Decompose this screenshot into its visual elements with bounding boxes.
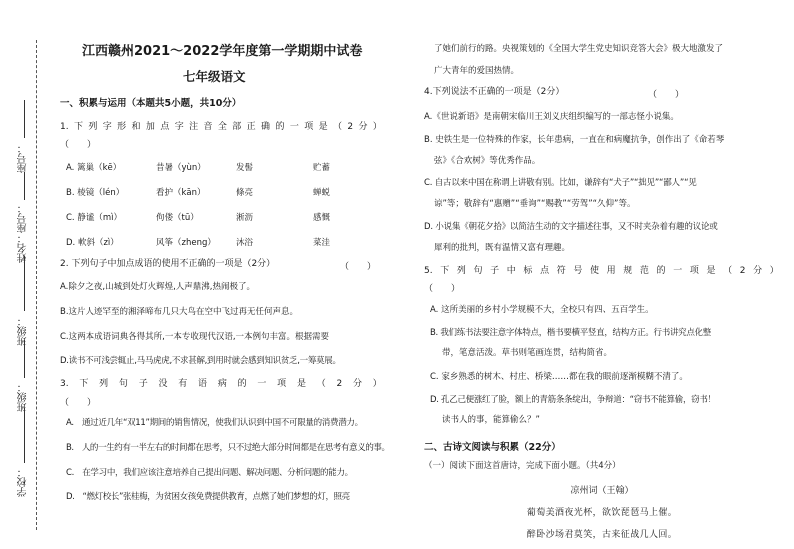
q2-option-d[interactable]: D.读书不可浅尝辄止,马马虎虎,不求甚解,到用时就会感到知识贫乏,一筹莫展。 [60,356,341,366]
q5-stem-part: 号 [573,266,583,276]
q1-stem-part: ） [372,122,382,132]
q5-answer-paren[interactable]: （ ） [424,284,461,294]
binding-label-class: 班级： [18,316,29,346]
poem-line-2: 醉卧沙场君莫笑，古来征战几人回。 [526,530,678,540]
section-2-heading: 二、古诗文阅读与积累（22分） [424,442,561,453]
q4-option-d[interactable]: D. 小说集《朝花夕拾》以简洁生动的文字描述往事，又不时夹杂着有趣的议论或 [424,222,718,232]
q1-option-c[interactable]: C. 静谧（mì） [66,213,122,223]
q4-option-b-cont: 弦》《合欢树》等优秀作品。 [434,156,541,166]
q5-stem-part: （ [723,266,733,276]
binding-label-name: 姓名： [18,233,29,263]
q1-stem-part: 和 [131,122,141,132]
q1-stem-part: 注 [189,122,199,132]
q3-option-d-continued-1: 了她们前行的路。央视策划的《全国大学生党史知识竞答大会》极大地激发了 [434,44,724,54]
q5-stem-part: 中 [506,266,516,276]
q4-stem: 4.下列说法不正确的一项是（2分） [424,87,565,97]
q1-stem-part: 部 [232,122,242,132]
binding-label-class-2: 班级： [18,382,29,412]
q1-stem-part: 2 [347,122,354,132]
q1-option-a-word4: 贮蓄 [313,163,331,173]
q1-option-c-word4: 感慨 [313,213,331,223]
q5-stem-part: 使 [589,266,599,276]
q1-option-c-word2: 佝偻（tū） [156,213,199,223]
q1-stem-part: 一 [289,122,299,132]
section-1-heading: 一、积累与运用（本题共5小题，共10分） [60,98,242,109]
q1-option-d-word3: 沐浴 [236,238,254,248]
q3-stem-part: ） [372,379,382,389]
q3-stem-part: 3. [60,379,69,389]
q3-stem-part: 2 [336,379,343,389]
q5-stem-part: 的 [656,266,666,276]
q3-stem-part: 句 [118,379,128,389]
q3-stem-part: 的 [237,379,247,389]
q1-stem-part: 点 [160,122,170,132]
binding-dashed-line [36,40,37,530]
q1-option-d-word4: 菜洼 [313,238,331,248]
q3-stem-part: 项 [277,379,287,389]
q3-stem-part: 有 [178,379,188,389]
q1-option-c-word3: 淅沥 [236,213,254,223]
q1-option-a-word2: 昔暑（yùn） [156,163,206,173]
q2-option-a[interactable]: A.除夕之夜,山城到处灯火辉煌,人声鼎沸,热闹极了。 [60,282,255,292]
q1-stem-part: 是 [318,122,328,132]
q5-stem-part: 用 [606,266,616,276]
q4-option-d-cont: 犀利的批判，既有温情又富有理趣。 [434,243,571,253]
q5-stem-part: 一 [673,266,683,276]
q1-stem-part: 正 [246,122,256,132]
q4-option-b[interactable]: B. 史铁生是一位特殊的作家，长年患病，一直在和病魔抗争，创作出了《命若琴 [424,135,725,145]
q3-stem-part: （ [316,379,326,389]
exam-grade-subject: 七年级语文 [183,69,246,84]
q1-stem-part: 音 [203,122,213,132]
poem-title: 凉州词（王翰） [570,486,634,496]
q3-stem [60,379,382,390]
poem-line-1: 葡萄美酒夜光杯，欲饮琵琶马上催。 [526,508,678,518]
q5-stem-part: ） [769,266,779,276]
binding-blank-school[interactable] [24,408,25,463]
q5-stem-part: 范 [639,266,649,276]
q3-stem-part: 病 [217,379,227,389]
q3-option-d[interactable]: D. “燃灯校长”张桂梅，为贫困女孩免费提供教育，点燃了她们梦想的灯，照亮 [66,492,350,502]
q5-stem-part: 标 [523,266,533,276]
q5-stem-part: 符 [556,266,566,276]
q5-stem [424,266,779,277]
q5-stem-part: 点 [540,266,550,276]
q5-stem-part: 5. [424,266,433,276]
q2-answer-paren[interactable]: （ ） [340,262,377,272]
q5-option-d-cont: 读书人的事，能算偷么？” [442,415,540,425]
q1-option-a[interactable]: A. 篱巢（kē） [66,163,122,173]
binding-label-school: 学校： [18,467,29,497]
q1-stem-part: 加 [145,122,155,132]
q1-stem-part: 项 [304,122,314,132]
q3-stem-part: 列 [99,379,109,389]
binding-label-seat-2: 座号： [18,203,29,233]
q5-stem-part: 是 [706,266,716,276]
q5-stem-part: 分 [753,266,763,276]
q1-stem-part: 形 [117,122,127,132]
q5-option-d[interactable]: D. 孔乙己便涨红了脸，额上的青筋条条绽出，争辩道：“窃书不能算偷，窃书！ [430,395,716,405]
q3-option-c[interactable]: C. 在学习中，我们应该注意培养自己提出问题、解决问题、分析问题的能力。 [66,468,353,478]
binding-blank-seat-2[interactable] [24,172,25,200]
q1-stem-part: 全 [217,122,227,132]
q1-stem-part: 字 [174,122,184,132]
q1-option-b-word2: 看护（kān） [156,188,206,198]
binding-blank-name[interactable] [24,256,25,311]
q1-option-d-word2: 风筝（zheng） [156,238,216,248]
q3-stem-part: 子 [138,379,148,389]
q1-option-d[interactable]: D. 軟斜（zì） [66,238,119,248]
q5-stem-part: 列 [456,266,466,276]
q3-stem-part: 是 [296,379,306,389]
q5-stem-part: 下 [440,266,450,276]
q1-stem [60,122,382,133]
q1-option-b-word3: 條亮 [236,188,254,198]
binding-blank-class[interactable] [24,340,25,378]
q1-stem-part: 的 [275,122,285,132]
q3-answer-paren[interactable]: （ ） [60,398,97,408]
q5-stem-part: 2 [739,266,746,276]
q5-stem-part: 规 [623,266,633,276]
q5-option-b-cont: 带，笔意活泼。草书则笔画连贯，结构简省。 [442,348,613,358]
section-2-sub-1: （一）阅读下面这首唐诗，完成下面小题。（共4分） [424,461,621,471]
q5-stem-part: 句 [473,266,483,276]
q1-stem-part: 下 [73,122,83,132]
q3-stem-part: 一 [257,379,267,389]
q4-option-a[interactable]: A.《世说新语》是南朝宋临川王刘义庆组织编写的一部志怪小说集。 [424,112,679,122]
q3-stem-part: 分 [353,379,363,389]
q1-stem-part: （ [333,122,343,132]
binding-margin [0,0,50,549]
q5-stem-part: 项 [689,266,699,276]
q3-stem-part: 语 [198,379,208,389]
q1-answer-paren[interactable]: （ ） [60,140,97,150]
q4-option-c-cont: 谅”等；敬辞有“惠赠”“垂询”“赐教”“劳驾”“久仰”等。 [434,199,636,209]
q4-option-c[interactable]: C. 自古以来中国在称谓上讲敬有别。比如，谦辞有“犬子”“拙见”“鄙人”“见 [424,178,697,188]
exam-title: 江西赣州2021～2022学年度第一学期期中试卷 [82,44,363,59]
q1-stem-part: 列 [88,122,98,132]
binding-label-seat: 座号： [18,143,29,173]
q2-option-b[interactable]: B.这片人迹罕至的湘泽啼布几只大鸟在空中飞过再无任何声息。 [60,307,299,317]
q3-option-a[interactable]: A. 通过近几年“双11”期间的销售情况，使我们认识到中国不可限量的消费潜力。 [66,418,363,428]
q1-option-b-word4: 蝉蜕 [313,188,331,198]
q1-stem-part: 分 [358,122,368,132]
q1-option-a-word3: 发髻 [236,163,254,173]
q2-stem: 2. 下列句子中加点成语的使用不正确的一项是（2分） [60,259,276,269]
q5-option-a[interactable]: A. 这所美丽的乡村小学规模不大，全校只有四、五百学生。 [430,305,654,315]
q1-stem-part: 1. [60,122,69,132]
q4-answer-paren[interactable]: （ ） [648,90,685,100]
q5-option-b[interactable]: B. 我们练书法要注意字体特点，楷书要横平竖直，结构方正。行书讲究点化整 [430,328,711,338]
q3-stem-part: 没 [158,379,168,389]
q3-option-b[interactable]: B. 人的一生约有一半左右的时间都在思考，只不过绝大部分时间都是在思考有意义的事。 [66,443,390,453]
q2-option-c[interactable]: C.这两本成语词典各得其所,一本专收现代汉语,一本例句丰富。根据需要 [60,332,330,342]
q5-stem-part: 子 [490,266,500,276]
q3-stem-part: 下 [79,379,89,389]
q5-option-c[interactable]: C. 家乡熟悉的树木、村庄、桥梁……都在我的眼前逐渐模糊不清了。 [430,372,688,382]
q3-option-d-continued-2: 广大青年的爱国热情。 [434,66,520,76]
binding-blank-seat[interactable] [24,100,25,138]
q1-stem-part: 确 [261,122,271,132]
q1-stem-part: 字 [102,122,112,132]
q1-option-b[interactable]: B. 棱镜（lén） [66,188,125,198]
